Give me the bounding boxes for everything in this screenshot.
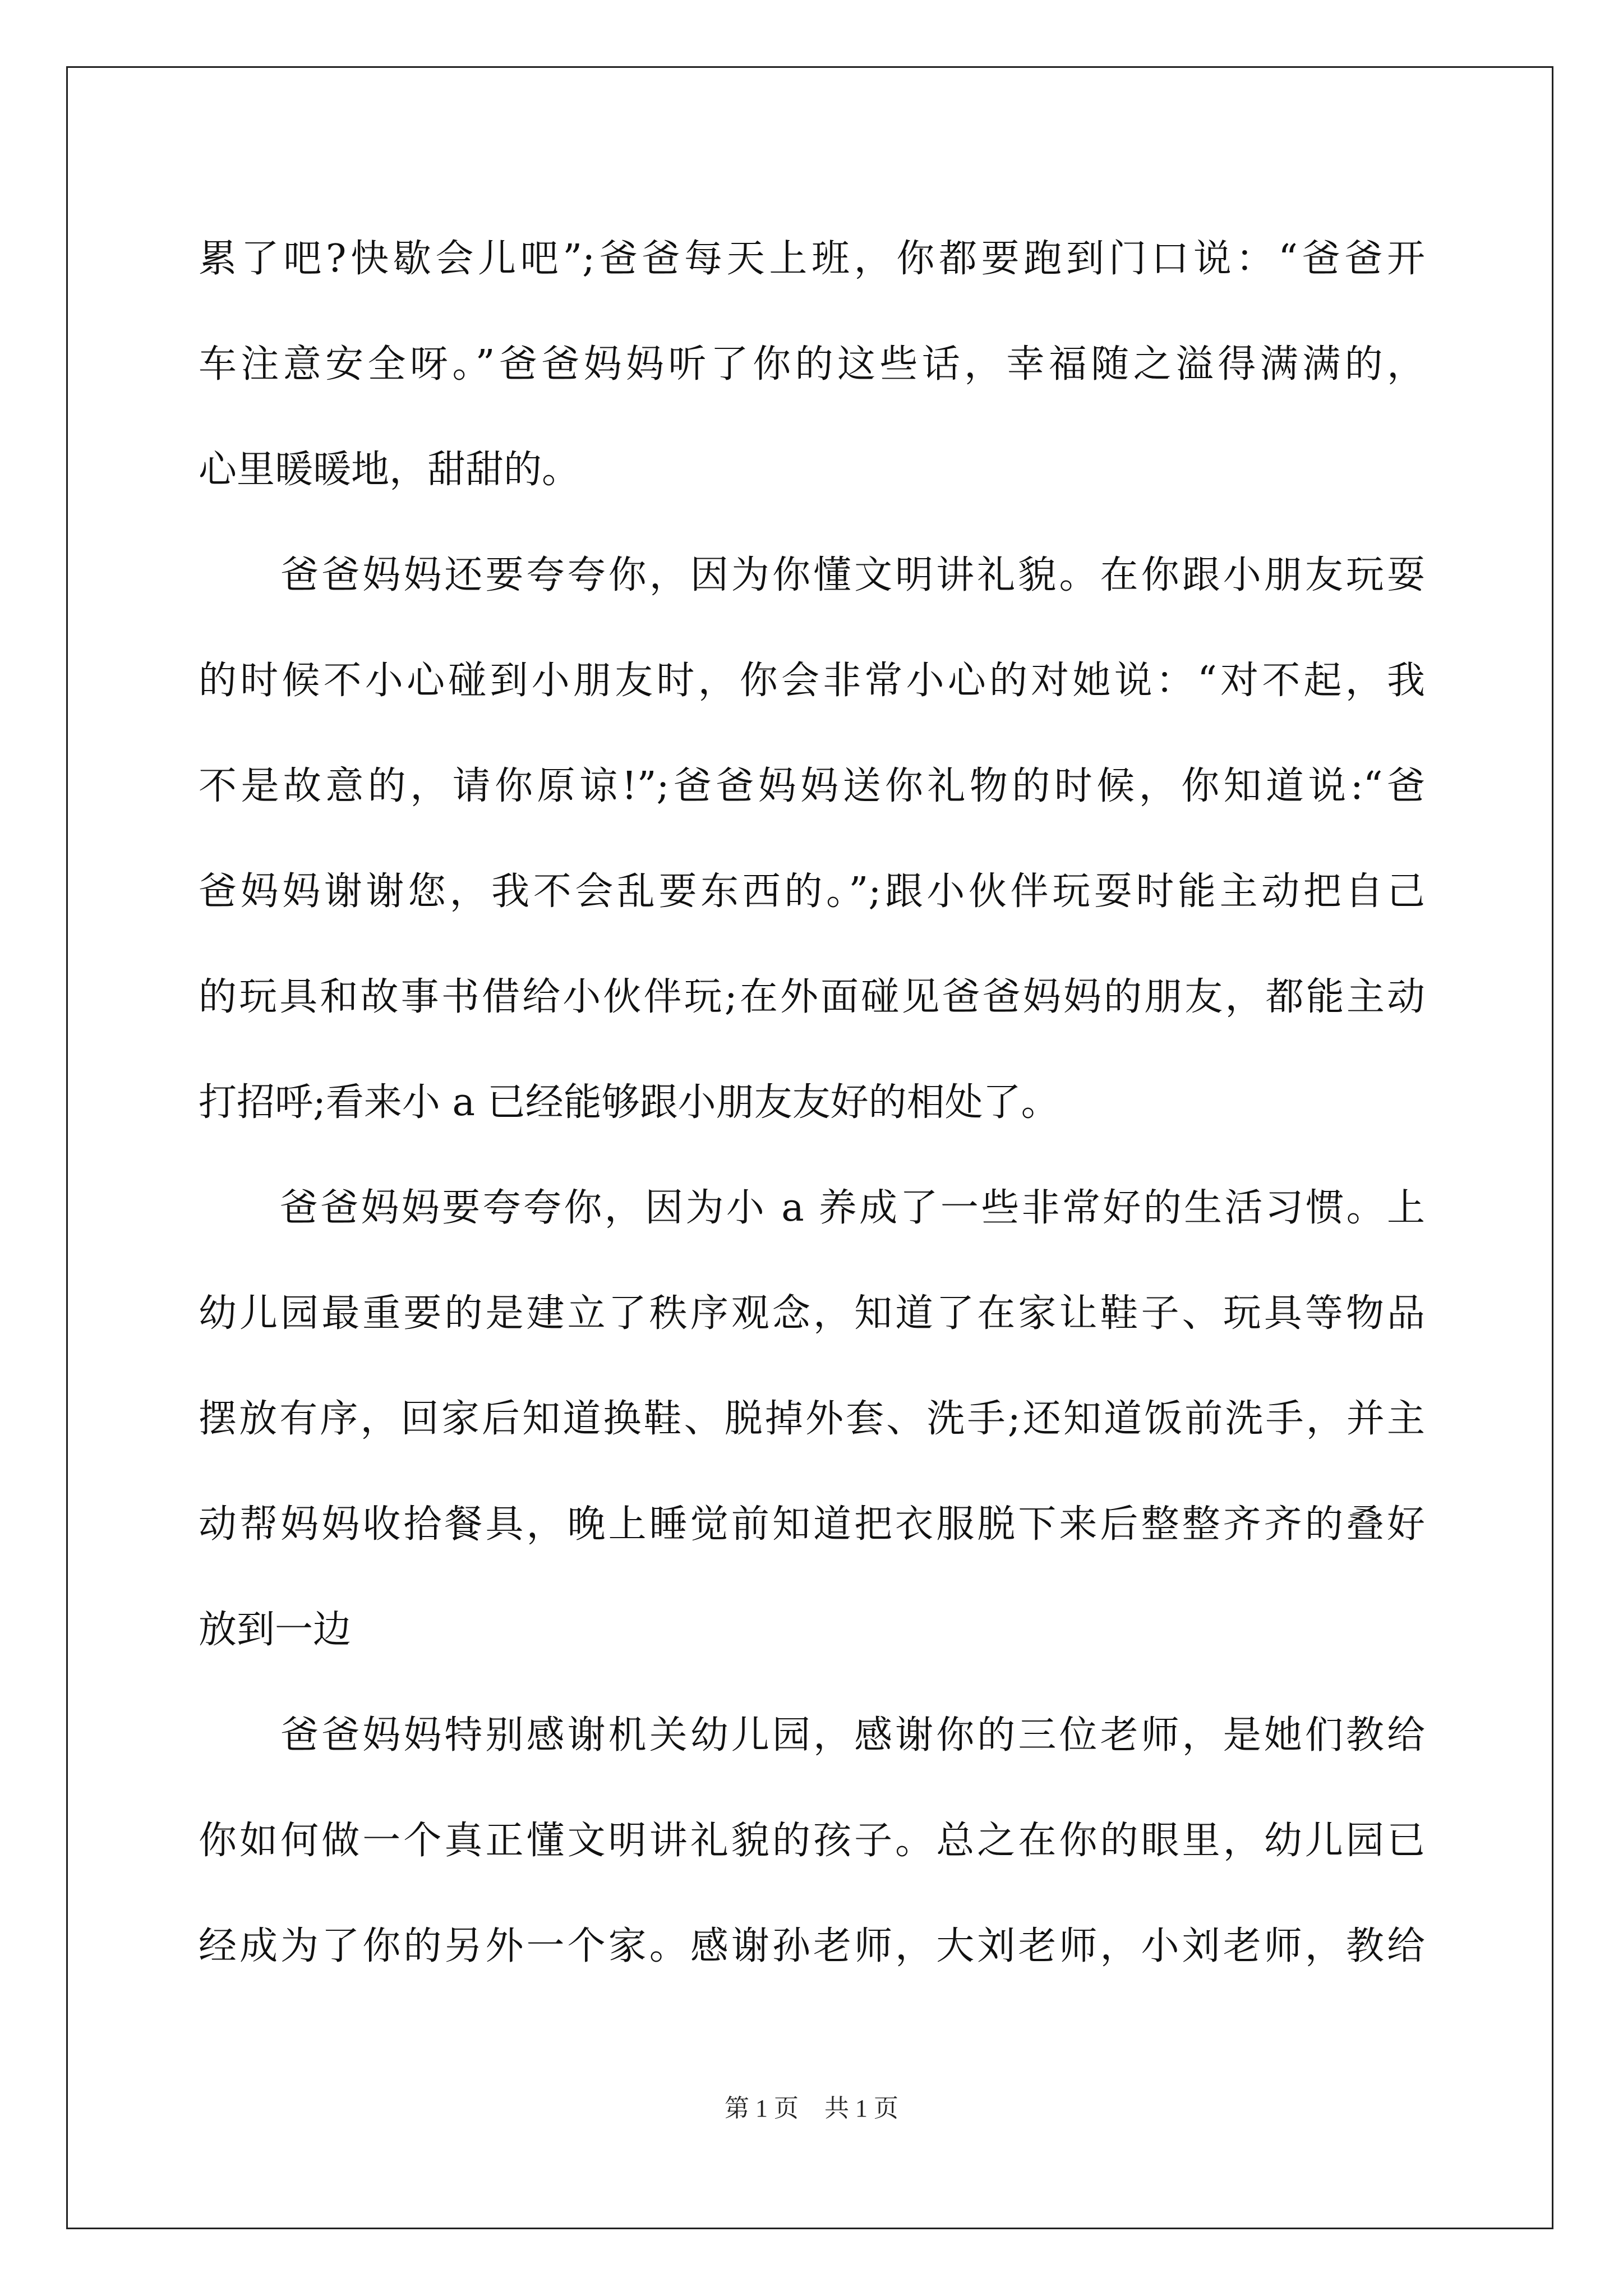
text-line: 你如何做一个真正懂文明讲礼貌的孩子。总之在你的眼里，幼儿园已 [199,1819,1425,1863]
text-line: 爸妈妈谢谢您，我不会乱要东西的。”;跟小伙伴玩耍时能主动把自己 [199,869,1425,914]
text-line: 经成为了你的另外一个家。感谢孙老师，大刘老师，小刘老师，教给 [199,1924,1425,1968]
text-line: 打招呼;看来小 a 已经能够跟小朋友友好的相处了。 [199,1080,1059,1125]
text-line: 爸爸妈妈还要夸夸你，因为你懂文明讲礼貌。在你跟小朋友玩耍 [199,553,1425,597]
page-total: 共 1 页 [824,2095,898,2122]
text-line: 幼儿园最重要的是建立了秩序观念，知道了在家让鞋子、玩具等物品 [199,1291,1425,1336]
page-number: 第 1 页 [725,2095,799,2122]
text-line: 车注意安全呀。”爸爸妈妈听了你的这些话，幸福随之溢得满满的， [199,342,1425,386]
text-line: 爸爸妈妈要夸夸你，因为小 a 养成了一些非常好的生活习惯。上 [199,1186,1425,1230]
text-line: 累了吧?快歇会儿吧”;爸爸每天上班，你都要跑到门口说：“爸爸开 [199,237,1425,281]
text-line: 的时候不小心碰到小朋友时，你会非常小心的对她说：“对不起，我 [199,659,1425,703]
text-line: 爸爸妈妈特别感谢机关幼儿园，感谢你的三位老师，是她们教给 [199,1713,1425,1757]
text-line: 不是故意的，请你原谅!”;爸爸妈妈送你礼物的时候，你知道说:“爸 [199,764,1425,808]
document-body [199,206,1425,1999]
text-line: 心里暖暖地，甜甜的。 [199,448,580,492]
text-line: 放到一边 [199,1608,352,1652]
text-line: 的玩具和故事书借给小伙伴玩;在外面碰见爸爸妈妈的朋友，都能主动 [199,975,1425,1019]
text-line: 摆放有序，回家后知道换鞋、脱掉外套、洗手;还知道饭前洗手，并主 [199,1397,1425,1441]
page-footer [0,2088,1623,2124]
text-line: 动帮妈妈收拾餐具，晚上睡觉前知道把衣服脱下来后整整齐齐的叠好 [199,1502,1425,1547]
